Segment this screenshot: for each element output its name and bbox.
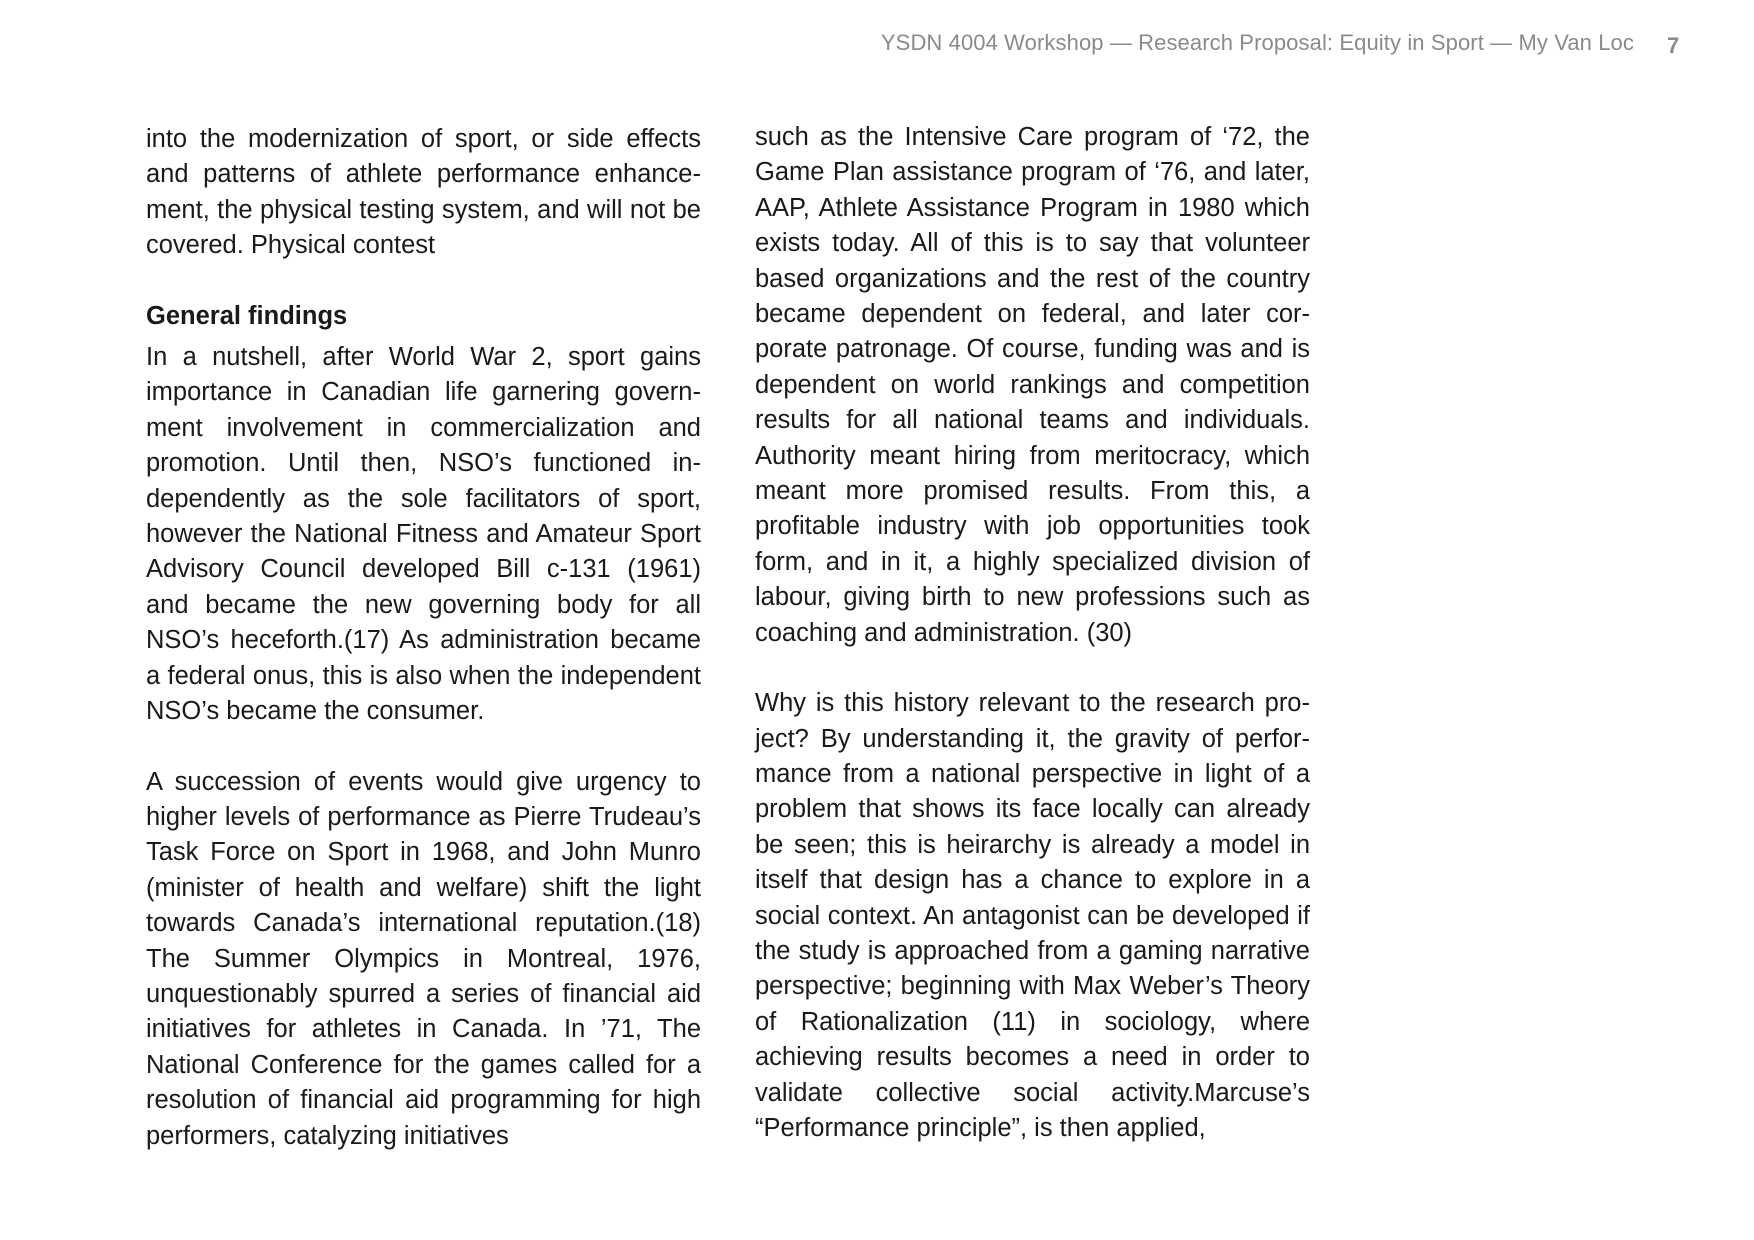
body-paragraph: such as the Intensive Care program of ‘72, the Game Plan assistance program of ‘76, and later, AAP, Athlete Assistance Program in 1980 which exists today. All of this is to say that volunteer based organizations and the rest of the country became dependent on federal, and later corporate patronage. Of course, funding was and is dependent on world rankings and competition results for all national teams and individuals. Authority meant hiring from meritocracy, which meant more promised results. From this, a profitable industry with job opportunities took form, and in it, a highly specialized division of labour, giving birth to new professions such as coaching and administration. (30) — [755, 123, 1310, 647]
left-text-column — [146, 122, 701, 1154]
page-number: 7 — [1667, 33, 1680, 58]
section-heading: General findings — [146, 301, 348, 330]
body-paragraph: A succession of events would give urgency to higher levels of performance as Pierre Trudeau’s Task Force on Sport in 1968, and John Munro (minister of health and welfare) shift the light towards Canada’s international reputation.(18) The Summer Olympics in Montreal, 1976, unquestionably spurred a series of financial aid initiatives for athletes in Canada. In ’71, The National Conference for the games called for a resolution of financial aid programming for high performers, catalyzing initiatives — [146, 767, 701, 1150]
running-header-title: YSDN 4004 Workshop — Research Proposal: Equity in Sport — My Van Loc — [880, 30, 1634, 55]
body-paragraph: Why is this history relevant to the research project? By understanding it, the gravity of performance from a national perspective in light of a problem that shows its face locally can already be seen; this is heirarchy is already a model in itself that design has a chance to explore in a social context. An antagonist can be developed if the study is approached from a gaming narrative perspective; beginning with Max Weber’s Theory of Rationalization (11) in sociology, where achieving results becomes a need in order to validate collective social activity.Marcuse’s “Performance principle”, is then applied, — [755, 689, 1310, 1142]
body-paragraph: In a nutshell, after World War 2, sport gains importance in Canadian life garnering government involvement in commercialization and promotion. Until then, NSO’s functioned independently as the sole facilitators of sport, however the National Fitness and Amateur Sport Advisory Council developed Bill c-131 (1961) and became the new governing body for all NSO’s heceforth.(17) As administration became a federal onus, this is also when the independent NSO’s became the consumer. — [146, 343, 701, 726]
intro-paragraph: into the modernization of sport, or side effects and patterns of athlete performance enhancement, the physical testing system, and will not be covered. Physical contest — [146, 125, 701, 260]
right-text-column — [755, 120, 1310, 1146]
